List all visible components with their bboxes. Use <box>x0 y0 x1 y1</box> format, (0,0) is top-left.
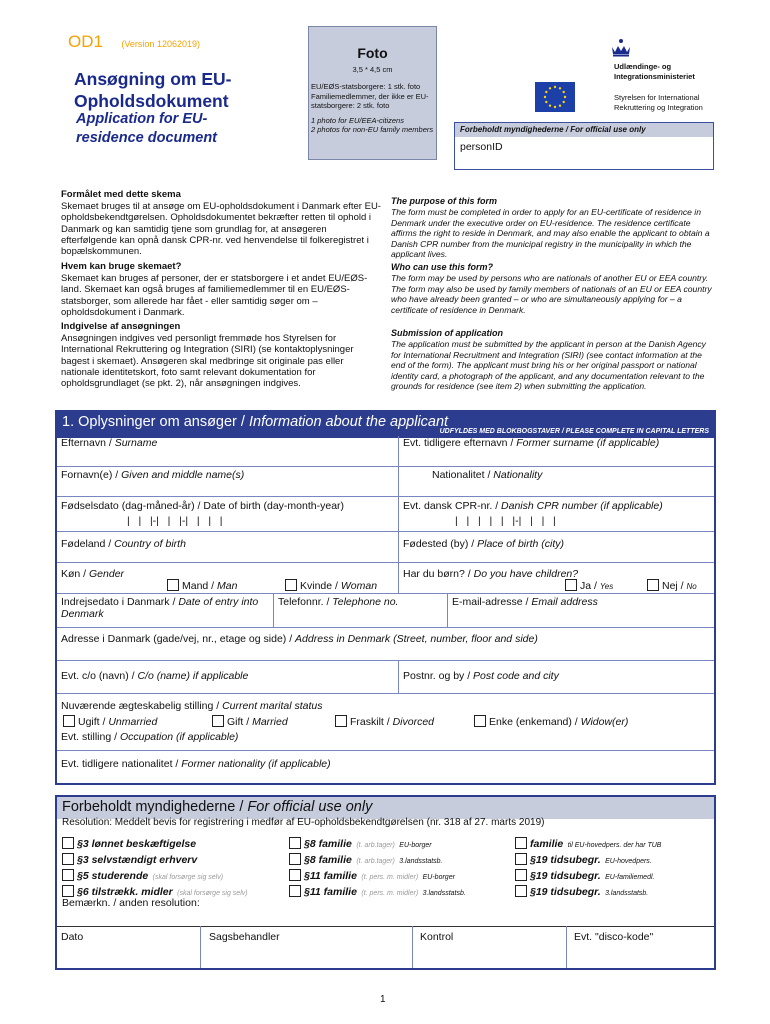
dob-label: Fødselsdato (dag-måned-år) / Date of birth (day-month-year) <box>61 500 345 512</box>
given-names-field[interactable]: Fornavn(e) / Given and middle name(s) <box>61 469 245 481</box>
surname-field[interactable]: Efternavn / Surname <box>61 437 158 449</box>
photo-text-en: 1 photo for EU/EEA-citizens 2 photos for non-EU family members <box>311 115 434 134</box>
col2-row-1[interactable]: §8 familie (t. arb.tager) EU-borger <box>289 834 519 850</box>
col1-row-4[interactable]: §6 tilstrækk. midler (skal forsørge sig selv) <box>62 882 302 898</box>
intro-en-heading-2: Who can use this form? <box>391 262 494 272</box>
col3-row-2[interactable]: §19 tidsubegr. EU-hovedpers. <box>515 850 715 866</box>
agency-name: Styrelsen for International Rekruttering og Integration <box>614 93 703 112</box>
intro-en-text-1: The form must be completed in order to apply for an EU-certificate of residence in Denmark under the executive order on EU-residence. The residence certificate affirms the right to reside in Denmark, and may also enable the applicant to obtain a Danish CPR number from the municipal registry in the municipality in which the applicant lives. <box>391 207 710 260</box>
resolution-text: Resolution: Meddelt bevis for registrering i medfør af EU-opholdsbekendtgørelsen (nr. 318 af 27. marts 2019) <box>62 817 545 828</box>
gender-field: Køn / Gender Mand / Man Kvinde / Woman <box>61 568 378 592</box>
col2-row-3[interactable]: §11 familie (t. pers. m. midler) EU-borger <box>289 866 519 882</box>
divorced-checkbox[interactable] <box>335 715 347 727</box>
official-col-2 <box>289 834 519 898</box>
intro-da-heading-1: Formålet med dette skema <box>61 189 181 200</box>
photo-title: Foto <box>357 45 388 61</box>
occupation-field[interactable]: Evt. stilling / Occupation (if applicable) <box>61 731 239 743</box>
male-option[interactable]: Mand / Man <box>167 579 237 592</box>
intro-da-heading-2: Hvem kan bruge skemaet? <box>61 261 182 272</box>
title-da: Ansøgning om EU-Opholdsdokument <box>74 69 232 111</box>
widow-option[interactable]: Enke (enkemand) / Widow(er) <box>474 715 628 728</box>
remarks-field[interactable]: Bemærkn. / anden resolution: <box>62 897 200 909</box>
official-col-1 <box>62 834 302 898</box>
dob-ticks: | | |-| | |-| | | | <box>127 515 223 527</box>
caseworker-field[interactable]: Sagsbehandler <box>209 931 280 943</box>
intro-da <box>61 189 381 389</box>
unmarried-checkbox[interactable] <box>63 715 75 727</box>
intro-en-heading-1: The purpose of this form <box>391 196 498 206</box>
phone-field[interactable]: Telefonnr. / Telephone no. <box>278 596 399 608</box>
widow-checkbox[interactable] <box>474 715 486 727</box>
photo-size: 3,5 * 4,5 cm <box>352 65 393 74</box>
co-field[interactable]: Evt. c/o (navn) / C/o (name) if applicable <box>61 670 249 682</box>
col1-row-3[interactable]: §5 studerende (skal forsørge sig selv) <box>62 866 302 882</box>
ministry-name: Udlændinge- og Integrationsministeriet <box>614 62 695 81</box>
former-nationality-field[interactable]: Evt. tidligere nationalitet / Former nationality (if applicable) <box>61 758 331 770</box>
official-section-title: Forbeholdt myndighederne / For official use only <box>62 799 373 815</box>
former-surname-field[interactable]: Evt. tidligere efternavn / Former surname (if applicable) <box>403 437 660 449</box>
intro-en-heading-3: Submission of application <box>391 328 504 338</box>
unmarried-option[interactable]: Ugift / Unmarried <box>63 715 157 728</box>
intro-en-text-3: The application must be submitted by the applicant in person at the Danish Agency for International Recruitment and Integration (SIRI) (see contact information at the end of the form). The applicant must bring his or her original passport or national identity card, a photograph of the applicant, and any documentation relevant to the grounds for residence (see item 2) when submitting the application. <box>391 339 706 392</box>
page-number: 1 <box>380 994 386 1005</box>
photo-box <box>308 26 437 160</box>
intro-en-text-2: The form may be used by persons who are nationals of another EU or EEA country. The form may also be used by family members of nationals of an EU or EEA country who have already been granted – or who are simultaneously applying for – a certificate of residence in Denmark. <box>391 273 712 315</box>
col1-row-2[interactable]: §3 selvstændigt erhverv <box>62 850 302 866</box>
married-option[interactable]: Gift / Married <box>212 715 288 728</box>
control-field[interactable]: Kontrol <box>420 931 454 943</box>
official-header: Forbeholdt myndighederne / For official use only <box>455 123 713 137</box>
intro-da-text-1: Skemaet bruges til at ansøge om EU-opholdsdokument i Danmark efter EU-opholdsbekendtgørelsen. Opholdsdokumentet bekræfter retten til ophold i Danmark og kan samtidig tjene som grundlag for, at ansøgeren efterfølgende kan opnå dansk CPR-nr. ved henvendelse til folkeregistret i bopælskommunen. <box>61 201 381 258</box>
male-checkbox[interactable] <box>167 579 179 591</box>
official-section-header <box>57 797 714 819</box>
children-field: Har du børn? / Do you have children? Ja / Yes Nej / No <box>403 568 697 592</box>
form-version: (Version 12062019) <box>121 39 200 49</box>
female-checkbox[interactable] <box>285 579 297 591</box>
title-en: Application for EU-residence document <box>76 111 218 146</box>
col2-row-4[interactable]: §11 familie (t. pers. m. midler) 3.landsstatsb. <box>289 882 519 898</box>
birth-country-field[interactable]: Fødeland / Country of birth <box>61 538 186 550</box>
section-1-title: 1. Oplysninger om ansøger / Information about the applicant <box>62 414 449 430</box>
intro-da-heading-3: Indgivelse af ansøgningen <box>61 321 181 332</box>
col3-row-1[interactable]: familie til EU-hovedpers. der har TUB <box>515 834 715 850</box>
no-option[interactable]: Nej / No <box>647 579 697 592</box>
official-col-3 <box>515 834 715 898</box>
marital-field: Nuværende ægteskabelig stilling / Current marital status Ugift / Unmarried Gift / Married Fraskilt / Divorced Enke (enkemand) / Widow(er) Evt. stilling / Occupation (if applicable) <box>57 697 714 749</box>
col3-row-3[interactable]: §19 tidsubegr. EU-familiemedl. <box>515 866 715 882</box>
cpr-ticks: | | | | | |-| | | | <box>455 515 556 527</box>
intro-da-text-2: Skemaet kan bruges af personer, der er statsborgere i et andet EU/EØS-land. Skemaet kan også bruges af familiemedlemmer til en EU/EØS-statsborger, som allerede har fået - eller samtidig søger om – opholdsdokument i Danmark. <box>61 273 368 318</box>
col2-row-2[interactable]: §8 familie (t. arb.tager) 3.landsstatsb. <box>289 850 519 866</box>
email-field[interactable]: E-mail-adresse / Email address <box>452 596 598 608</box>
eu-flag-icon <box>535 82 575 112</box>
yes-option[interactable]: Ja / Yes <box>565 579 613 592</box>
yes-checkbox[interactable] <box>565 579 577 591</box>
form-code: OD1 <box>68 32 103 51</box>
postcode-field[interactable]: Postnr. og by / Post code and city <box>403 670 559 682</box>
intro-en <box>391 196 713 392</box>
entry-date-field[interactable]: Indrejsedato i Danmark / Date of entry into Denmark <box>61 596 259 620</box>
intro-da-text-3: Ansøgningen indgives ved personligt fremmøde hos Styrelsen for International Rekruttering og Integration (SIRI) (se kontaktoplysninger bagest i skemaet). Ansøgeren skal medbringe sit originale pas eller nationale identitetskort, foto samt relevant dokumentation for opholdsgrundlaget (se pkt. 2), når ansøgningen indgives. <box>61 333 354 390</box>
married-checkbox[interactable] <box>212 715 224 727</box>
caps-note: UDFYLDES MED BLOKBOGSTAVER / PLEASE COMPLETE IN CAPITAL LETTERS <box>439 428 709 435</box>
col3-row-4[interactable]: §19 tidsubegr. 3.landsstatsb. <box>515 882 715 898</box>
disco-code-field[interactable]: Evt. "disco-kode" <box>574 931 654 943</box>
col1-row-1[interactable]: §3 lønnet beskæftigelse <box>62 834 302 850</box>
photo-text-da: EU/EØS-statsborgere: 1 stk. foto Familiemedlemmer, der ikke er EU-statsborgere: 2 stk. foto <box>311 82 429 110</box>
dob-field[interactable] <box>57 497 397 530</box>
address-field[interactable]: Adresse i Danmark (gade/vej, nr., etage og side) / Address in Denmark (Street, number, floor and side) <box>61 633 538 645</box>
crown-icon <box>609 38 633 63</box>
female-option[interactable]: Kvinde / Woman <box>285 579 377 592</box>
birth-place-field[interactable]: Fødested (by) / Place of birth (city) <box>403 538 565 550</box>
cpr-field[interactable]: Evt. dansk CPR-nr. / Danish CPR number (if applicable) | | | | | |-| | | | <box>399 497 714 530</box>
no-checkbox[interactable] <box>647 579 659 591</box>
nationality-field[interactable]: Nationalitet / Nationality <box>432 469 543 481</box>
person-id-label: personID <box>460 141 503 153</box>
divorced-option[interactable]: Fraskilt / Divorced <box>335 715 434 728</box>
date-field[interactable]: Dato <box>61 931 84 943</box>
official-box <box>454 122 714 170</box>
form-code-block <box>68 32 200 52</box>
